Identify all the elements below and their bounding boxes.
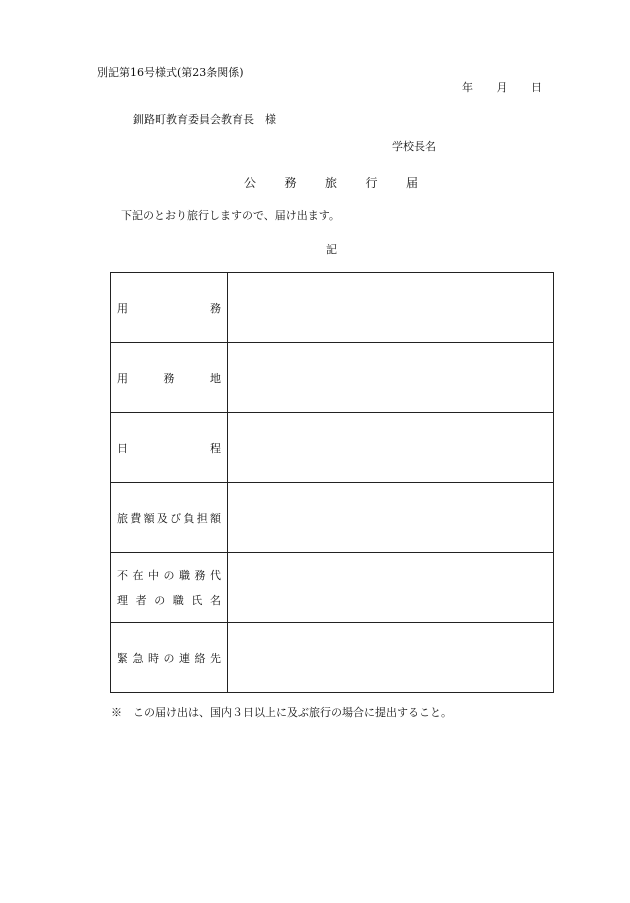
label-char: 職 [172,594,184,607]
month-label: 月 [496,81,508,94]
label-char: 者 [135,594,147,607]
label-char: 負 [183,511,195,525]
row-label-line [117,370,221,386]
label-char: 理 [117,594,128,607]
label-char: 旅 [117,511,128,525]
date-line [462,79,542,95]
row-label [111,413,228,483]
label-char: 額 [209,511,221,525]
table-row [111,623,554,693]
label-char: 担 [196,511,208,525]
row-label-line [117,592,221,608]
intro-text: 下記のとおり旅行しますので、届け出ます。 [121,209,340,222]
sender-principal-name: 学校長名 [392,140,436,153]
label-char: 地 [210,371,221,385]
row-value-field[interactable] [228,273,554,343]
row-label [111,343,228,413]
row-label [111,273,228,343]
table-row [111,553,554,623]
label-char: 急 [132,651,144,665]
label-char: び [170,511,182,525]
title-char: 務 [284,176,297,190]
row-label-line [117,440,221,456]
document-title [244,174,418,191]
row-value-field[interactable] [228,343,554,413]
label-char: の [163,651,175,665]
row-value-field[interactable] [228,623,554,693]
ki-heading: 記 [326,243,337,256]
form-identifier: 別記第16号様式(第23条関係) [97,66,244,79]
label-char: 名 [209,594,221,607]
label-char: 連 [179,651,190,665]
label-char: 費 [130,511,142,525]
label-char: 時 [148,651,159,665]
table-row [111,343,554,413]
label-char: 先 [210,651,221,665]
footnote: ※ この届け出は、国内３日以上に及ぶ旅行の場合に提出すること。 [111,706,452,719]
label-char: 絡 [194,651,206,665]
row-value-field[interactable] [228,553,554,623]
title-char: 公 [244,176,257,190]
year-label: 年 [462,81,473,94]
row-label-line [117,650,221,666]
label-char: 額 [143,511,155,525]
day-label: 日 [531,81,542,94]
title-char: 行 [365,176,378,190]
table-row [111,483,554,553]
row-label [111,483,228,553]
travel-form-table [110,272,554,693]
row-label [111,553,228,623]
label-char: 代 [210,569,221,582]
label-char: 務 [194,569,206,582]
row-value-field[interactable] [228,413,554,483]
row-label [111,623,228,693]
row-label-line [117,567,221,583]
label-char: 不 [117,569,128,582]
title-char: 旅 [324,176,337,190]
label-char: 及 [156,511,168,525]
row-label-line [117,510,221,526]
label-char: 用 [117,301,128,315]
label-char: 用 [117,371,128,385]
label-char: 務 [163,371,175,385]
label-char: の [163,569,175,582]
addressee: 釧路町教育委員会教育長 様 [133,113,276,126]
row-label-line [117,300,221,316]
label-char: 在 [132,569,144,582]
label-char: 中 [148,569,159,582]
label-char: 職 [179,569,190,582]
table-row [111,273,554,343]
label-char: 務 [210,301,221,315]
label-char: 日 [117,441,128,455]
label-char: 緊 [117,651,128,665]
row-value-field[interactable] [228,483,554,553]
table-row [111,413,554,483]
label-char: の [154,594,166,607]
label-char: 氏 [191,594,203,607]
title-char: 届 [405,176,418,190]
label-char: 程 [210,441,221,455]
